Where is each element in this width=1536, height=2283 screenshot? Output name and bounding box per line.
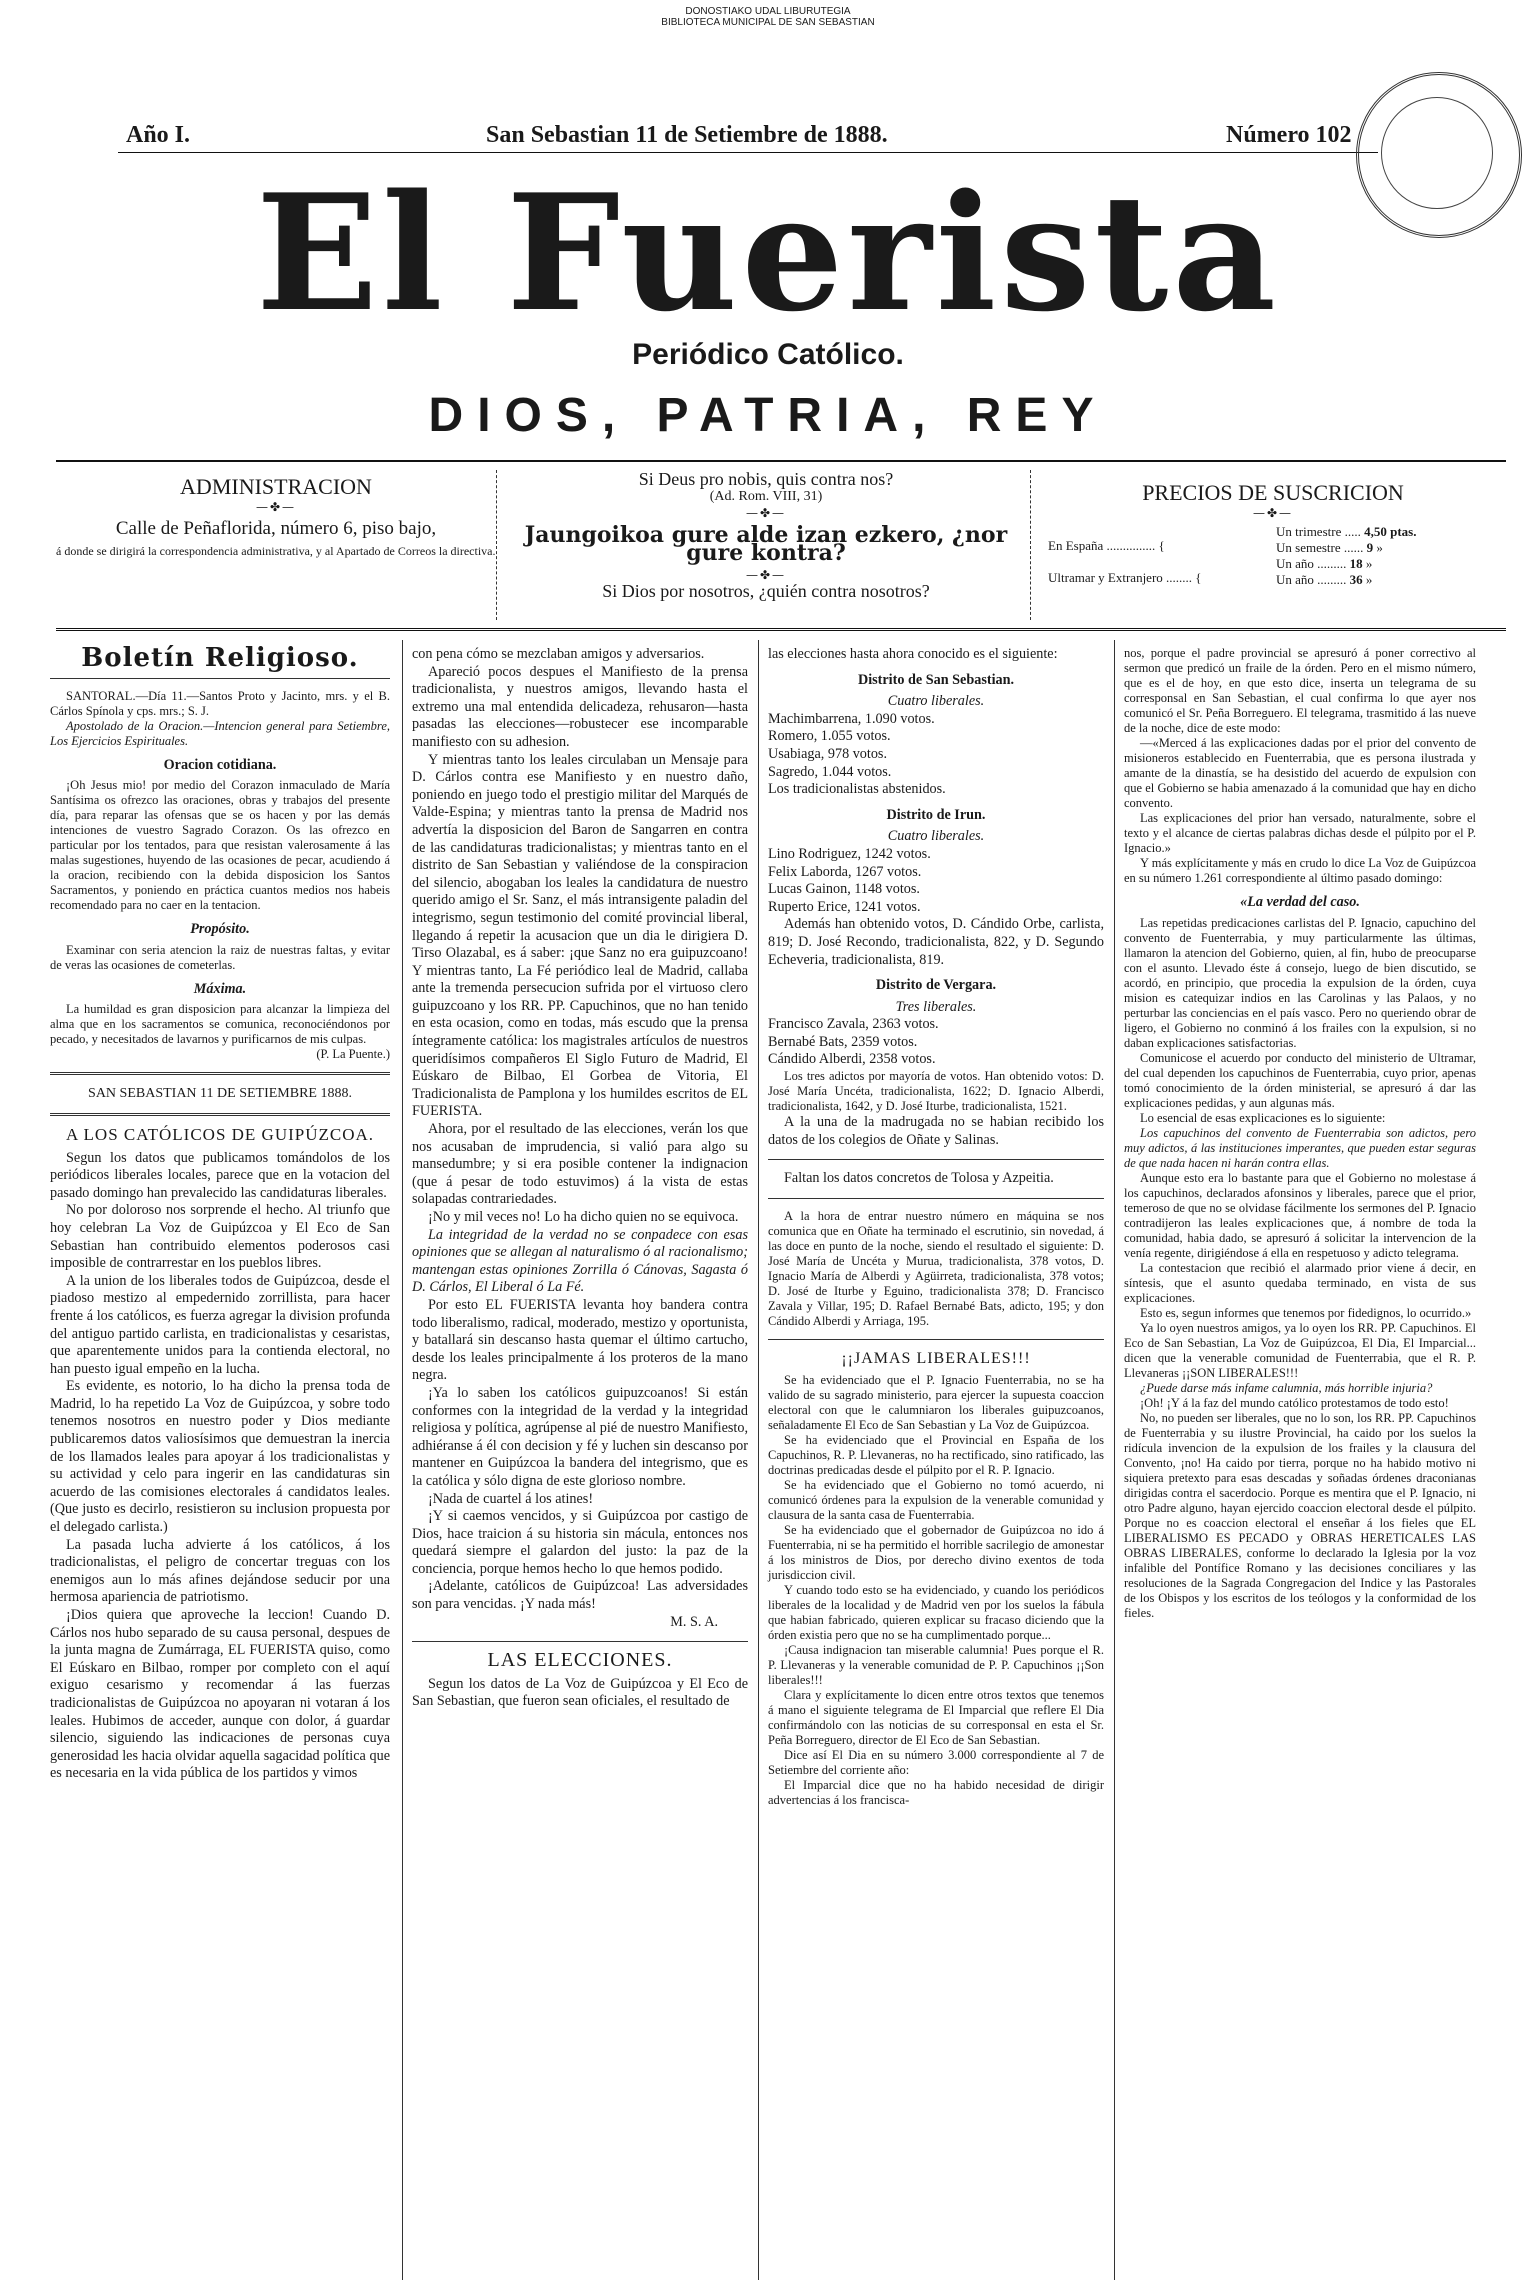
masthead-title: El Fuerista	[255, 159, 1281, 347]
paragraph: Clara y explícitamente lo dicen entre otros textos que tenemos á mano el siguiente telegrama de El Imparcial que reflere El Dia confirmándolo con las noticias de su corresponsal en esta el Sr. Peña Borreguero, director de El Eco de San Sebastian.	[768, 1688, 1104, 1748]
district-subtitle: Cuatro liberales.	[887, 693, 985, 710]
paragraph: No, no pueden ser liberales, que no lo son, los RR. PP. Capuchinos de Fuenterrabia y su ilustre Provincial, ha caido por los suelos la ridícula invencion de la expulsion de los frailes y la clausura del Convento, ¡no! Ha caido por tierra, porque no ha habido motivo ni siquiera pretexto para esas descadas y soñadas órdenes draconianas dirigidas contra el sacerdocio. Porque es mentira que el P. Ignacio, ni otro Padre alguno, hayan ejercido coaccion electoral desde el púlpito. Porque no es coaccion electoral el enseñar á los fieles que EL LIBERALISMO ES PECADO y OBRAS HERETICALES LAS OBRAS LIBERALES, conforme lo declarado la Iglesia por la voz infalible del Pontífice Romano y las decisiones conciliares y las resoluciones de la Sagrada Congregacion del Indice y las Pastorales de los Obispos y los escritos de los teólogos y la conformidad de los fieles.	[1124, 1410, 1476, 1620]
price-row: Un año ......... 36 »	[1276, 572, 1373, 587]
admin-note: á donde se dirigirá la correspondencia administrativa, y al Apartado de Correos la directiva.	[56, 544, 496, 558]
price-row: Un trimestre ..... 4,50 ptas.	[1276, 524, 1417, 539]
paragraph: Segun los datos que publicamos tomándolos de los periódicos liberales locales, parece que en la votacion del pasado domingo han prevalecido las candidaturas liberales.	[50, 1149, 390, 1201]
prices-table	[1276, 524, 1496, 588]
paragraph: Aunque esto era lo bastante para que el Gobierno no molestase á los capuchinos, declarados afonsinos y liberales, parece que el prior, temeroso de que no se olvidase fácilmente los sermones del P. Ignacio contradijeron las leales explicaciones que, á nombre de toda la comunidad, habia dado, se apresuró á solicitar la intervencion de la venía regente, dirigiéndose á ella en respetuoso y adicto telegrama.	[1124, 1170, 1476, 1260]
column-rule	[402, 640, 403, 2280]
paragraph: A la una de la madrugada no se habian recibido los datos de los colegios de Oñate y Salinas.	[768, 1114, 1104, 1148]
paragraph: No por doloroso nos sorprende el hecho. Al triunfo que hoy celebran La Voz de Guipúzcoa y El Eco de San Sebastian han contribuido elementos poderosos casi imposible de contrarrestar en los pueblos libres.	[50, 1202, 390, 1272]
maxima-text: La humildad es gran disposicion para alcanzar la limpieza del alma que en los sacramentos se comunica, reconociéndonos por pecado, y necesitados de lavarnos y purificarnos de mis culpas.	[50, 1002, 390, 1047]
elecciones-title: LAS ELECCIONES.	[487, 1649, 673, 1672]
paragraph: Apareció pocos despues el Manifiesto de la prensa tradicionalista, y nuestros amigos, llevando hasta el extremo una mal entendida delicadeza, rehusaron—hasta pasadas las elecciones—robustecer ese incomparable manifiesto con su adhesion.	[412, 663, 748, 750]
ornament: —✤—	[745, 506, 787, 520]
paragraph: Se ha evidenciado que el Provincial en España de los Capuchinos, R. P. Llevaneras, no ha rectificado, sino ratificado, las doctrinas predicadas desde el púlpito por el R. P. Ignacio.	[768, 1433, 1104, 1478]
library-line-1: DONOSTIAKO UDAL LIBURUTEGIA	[685, 6, 851, 17]
vote-line: Sagredo, 1.044 votos.	[768, 763, 892, 780]
vote-line: Lucas Gainon, 1148 votos.	[768, 881, 920, 898]
vote-line: Felix Laborda, 1267 votos.	[768, 863, 922, 880]
paragraph: Los tres adictos por mayoría de votos. Han obtenido votos: D. José María Uncéta, tradicionalista, 1622; D. Ignacio Alberdi, tradicionalista, 1642, y D. José Iturbe, tradicionalista, 1521.	[768, 1069, 1104, 1114]
paragraph: Se ha evidenciado que el gobernador de Guipúzcoa no ido á Fuenterrabia, ni se ha permitido el horrible sacrilegio de amonestar á los ministros de Dios, por derecho divino exentos de toda jurisdiccion civil.	[768, 1523, 1104, 1583]
paragraph: A la hora de entrar nuestro número en máquina se nos comunica que en Oñate ha terminado el escrutinio, sin novedad, á las doce en punto de la noche, siendo el resultado el siguiente: D. José María de Uncéta y Murua, tradicionalista, 378 votos, D. Ignacio María de Alberdi y Agüirreta, tradicionalista, 378 votos; D. José de Iturbe y Eguino, tradicionalista 378; D. Francisco Zavala y Villar, 195; D. Rafael Bernabé Bats, adicto, 195; y don Cándido Alberdi y Arriaga, 195.	[768, 1208, 1104, 1328]
paragraph: ¡Oh! ¡Y á la faz del mundo católico protestamos de todo esto!	[1140, 1395, 1449, 1410]
paragraph: —«Merced á las explicaciones dadas por el prior del convento de misioneros establecido en Fuenterrabia, que es persona ilustrada y amante de la dinastía, se ha desistido del acuerdo de expulsion con que el Gobierno se habia amenazado á la comunidad que hay en dicho convento.	[1124, 736, 1476, 810]
paragraph: Comunicose el acuerdo por conducto del ministerio de Ultramar, del cual dependen los capuchinos de Fuenterrabia, cuyo prior, apenas tomó conocimiento de la órden ministerial, se apresuró á dar las explicaciones pedidas, y aun algunas más.	[1124, 1050, 1476, 1110]
paragraph: las elecciones hasta ahora conocido es el siguiente:	[768, 646, 1058, 662]
vote-line: Ruperto Erice, 1241 votos.	[768, 898, 921, 915]
paragraph: Y mientras tanto los leales circulaban un Mensaje para D. Cárlos contra ese Manifiesto y en nuestro daño, poniendo en juego todo el prestigio militar del Marqués de Valde-Espina; y mientras tanto la prensa de Madrid nos advertía la disposicion del Baron de Sangarren en contra de las candidaturas tradicionalistas; y mientras tanto en el distrito de San Sebastian y valiéndose de la conspiracion del silencio, abogaban los leales la candidatura de nuestro querido amigo el Sr. Sanz, el más intransigente paladin del integrismo, segun testimonio del comité provincial liberal, llegando á repetir la acusacion que un dia le dirigiera D. Tirso Olazabal, es á saber: ¡que Sanz no era guipuzcoano! Y mientras tanto, La Fé periódico leal de Madrid, callaba ante la tremenda persecucion sufrida por el virtuoso clero guipuzcoano y los RR. PP. Capuchinos, que no han tenido en esta ocasion, como en todas, más escudo que la prensa íntegramente católica: los magistrales artículos de nuestros queridísimos compañeros El Siglo Futuro de Madrid, El Eúskaro de Bilbao, El Gorbea de Vitoria, El Tradicionalista de Pamplona y los humildes escritos de EL FUERISTA.	[412, 751, 748, 1120]
vote-line: Lino Rodriguez, 1242 votos.	[768, 845, 931, 862]
boxes-rule	[56, 628, 1506, 631]
ornament: —✤—	[255, 500, 297, 514]
paragraph: Y cuando todo esto se ha evidenciado, y cuando los periódicos liberales de la localidad y de Madrid ven por los suelos la fábula que habian fabricado, quieren explicar su fracaso diciendo que la órden existia pero que no se ha cumplimentado porque...	[768, 1583, 1104, 1643]
masthead-subtitle: Periódico Católico.	[632, 338, 904, 371]
paragraph: A la union de los liberales todos de Guipúzcoa, desde el piadoso mestizo al empedernido zorrillista, para hacer frente á los católicos, es fuerza agregar la division profunda del antiguo partido carlista, en tradicionalistas y cesaristas, que aparentemente unidos para la contienda electoral, no han puesto igual empeño en la lucha.	[50, 1272, 390, 1377]
paragraph: ¡Nada de cuartel á los atines!	[428, 1490, 594, 1507]
price-row: Un año ......... 18 »	[1276, 556, 1373, 571]
district-title: Distrito de San Sebastian.	[857, 671, 1015, 688]
jamas-title: ¡¡JAMAS LIBERALES!!!	[841, 1349, 1031, 1367]
paragraph: Esto es, segun informes que tenemos por fidedignos, lo ocurrido.»	[1140, 1305, 1472, 1320]
issue-year: Año I.	[126, 122, 191, 148]
oracion-title: Oracion cotidiana.	[163, 756, 277, 773]
header-rule	[118, 152, 1378, 153]
signature: M. S. A.	[670, 1613, 718, 1630]
paragraph: ¡Y si caemos vencidos, y si Guipúzcoa por castigo de Dios, hace traicion á su historia sin mácula, entonces nos quedará siempre el galardon del justo: la paz de la conciencia, porque hemos hecho lo que hemos podido.	[412, 1508, 748, 1577]
paragraph: Los capuchinos del convento de Fuenterrabia son adictos, pero muy adictos, á las instituciones imperantes, que pueden estar seguras de que nada hacen ni harán contra ellas.	[1124, 1125, 1476, 1170]
paragraph: La pasada lucha advierte á los católicos, á los tradicionalistas, el peligro de concertar treguas con los enemigos aun lo más afines dejándose seducir por una hermosa apariencia de patriotismo.	[50, 1536, 390, 1606]
paragraph: Además han obtenido votos, D. Cándido Orbe, carlista, 819; D. José Recondo, tradicionalista, 822, y D. Segundo Echeveria, tradicionalista, 819.	[768, 916, 1104, 968]
prices-spain: En España ............... {	[1048, 538, 1165, 553]
prices-foreign: Ultramar y Extranjero ........ {	[1048, 570, 1202, 585]
paragraph: Segun los datos de La Voz de Guipúzcoa y El Eco de San Sebastian, que fueron sean oficiales, el resultado de	[412, 1675, 748, 1710]
spanish-quote: Si Dios por nosotros, ¿quién contra nosotros?	[602, 581, 930, 601]
paragraph: Las repetidas predicaciones carlistas del P. Ignacio, capuchino del convento de Fuenterrabia, y muy particularmente las últimas, llamaron la atencion del Gobierno, quien, al fin, hubo de preocuparse con el asunto. Llevado éste á consejo, luego de bien discutido, se acordó, en principio, que procedia la expulsion de la órden, cuya mision es catequizar indios en las Carolinas y las Palaos, y no perturbar las conciencias en el país vasco. Pero no queriendo obrar de ligero, el Gobierno no conminó á los frailes con la expulsion, si no daban explicaciones satisfactorias.	[1124, 915, 1476, 1050]
maxima-title: Máxima.	[193, 980, 247, 997]
paragraph: ¡Dios quiera que aproveche la leccion! Cuando D. Cárlos nos hubo separado de su causa personal, despues de la junta magna de Zumárraga, EL FUERISTA quiso, como El Eúskaro en Bilbao, romper por completo con el aquí exiguo cesarismo y recomendar á las fuerzas tradicionalistas de Guipúzcoa no apoyaran ni votaran á los leales. Hubimos de acceder, aunque con dolor, á guardar silencio, siguiendo las indicaciones de personas cuya generosidad les hacia olvidar aquella sagacidad política que es necesaria en la vida pública de los partidos y vimos	[50, 1607, 390, 1782]
box-divider-2	[1030, 470, 1031, 620]
paragraph: Se ha evidenciado que el P. Ignacio Fuenterrabia, no se ha valido de su sagrado ministerio, para ejercer la supuesta coaccion electoral con que le calumniaron los liberales guipuzcoanos, señaladamente El Eco de San Sebastian y La Voz de Guipúzcoa.	[768, 1373, 1104, 1433]
admin-address: Calle de Peñaflorida, número 6, piso bajo,	[115, 518, 437, 539]
column-1	[50, 643, 390, 1783]
district-subtitle: Cuatro liberales.	[887, 828, 985, 845]
santoral: SANTORAL.—Día 11.—Santos Proto y Jacinto, mrs. y el B. Cárlos Spínola y cps. mrs.; S. J.	[50, 688, 390, 718]
column-rule	[1114, 640, 1115, 2280]
district-title: Distrito de Irun.	[886, 806, 986, 823]
paragraph: Ya lo oyen nuestros amigos, ya lo oyen los RR. PP. Capuchinos. El Eco de San Sebastian, La Voz de Guipúzcoa, El Dia, El Imparcial... dicen que la venerable comunidad de Fuenterrabia, que el R. P. Llevaneras ¡¡SON LIBERALES!!!	[1124, 1320, 1476, 1380]
paragraph: ¡Adelante, católicos de Guipúzcoa! Las adversidades son para vencidas. ¡Y nada más!	[412, 1578, 748, 1613]
vote-line: Bernabé Bats, 2359 votos.	[768, 1033, 918, 1050]
verdad-title: «La verdad del caso.	[1240, 894, 1360, 910]
paragraph: ¿Puede darse más infame calumnia, más horrible injuria?	[1140, 1380, 1433, 1395]
paragraph: Ahora, por el resultado de las elecciones, verán los que nos acusaban de imprudencia, si valió para algo su mansedumbre; y si era posible contener la indignacion (que á pesar de todo estuvimos) á la vista de estas solapadas contrariedades.	[412, 1121, 748, 1208]
library-stamp	[0, 6, 1536, 28]
library-line-2: BIBLIOTECA MUNICIPAL DE SAN SEBASTIAN	[661, 17, 875, 28]
vote-line: Romero, 1.055 votos.	[768, 728, 891, 745]
paragraph: Dice así El Dia en su número 3.000 correspondiente al 7 de Setiembre del corriente año:	[768, 1748, 1104, 1778]
article-heading: A LOS CATÓLICOS DE GUIPÚZCOA.	[65, 1124, 375, 1144]
paragraph: ¡No y mil veces no! Lo ha dicho quien no se equivoca.	[428, 1209, 739, 1225]
proposito-text: Examinar con seria atencion la raiz de nuestras faltas, y evitar de veras las ocasiones de cometerlas.	[50, 942, 390, 972]
latin-quote: Si Deus pro nobis, quis contra nos?	[638, 469, 894, 489]
paragraph: La integridad de la verdad no se conpadece con esas opiniones que se allegan al naturalismo ó al racionalismo; mantengan estas opiniones Zorrilla ó Cánovas, Sagasta ó D. Cárlos, El Liberal ó La Fé.	[412, 1226, 748, 1296]
basque-quote: Jaungoikoa gure alde izan ezkero, ¿nor gure kontra?	[524, 522, 1008, 566]
paragraph: El Imparcial dice que no ha habido necesidad de dirigir advertencias á los francisca-	[768, 1778, 1104, 1808]
column-4	[1124, 646, 1476, 1621]
maxima-source: (P. La Puente.)	[316, 1047, 390, 1062]
paragraph: ¡Ya lo saben los católicos guipuzcoanos! Si están conformes con la integridad de la verdad y la integridad religiosa y política, agrúpense al pié de nuestro Manifiesto, adhiéranse á él con decision y fé y luchen sin descanso por mantener en Guipúzcoa la bandera del integrismo, que es la católica y sólo digna de este glorioso nombre.	[412, 1384, 748, 1489]
prices-title: PRECIOS DE SUSCRICION	[1142, 480, 1404, 505]
paragraph: ¡Causa indignacion tan miserable calumnia! Pues porque el R. P. Llevaneras y la venerable comunidad de P. P. Capuchinos ¡¡Son liberales!!!	[768, 1643, 1104, 1688]
oracion-text: ¡Oh Jesus mio! por medio del Corazon inmaculado de María Santísima os ofrezco las oraciones, obras y trabajos del presente día, para reparar las ofensas que se os hacen y por las demás intenciones de vuestro Sagrado Corazon. Os las ofrezco en particular por los tentados, para que resistan valerosamente á las malas sugestiones, huyendo de las ocasiones de pecar, acudiendo á la oracion, recibiendo con la debida disposicion los Santos Sacramentos, y poniendo en práctica cuantos medios nos habeis recomendado para no caer en la tentacion.	[50, 778, 390, 913]
vote-line: Machimbarrena, 1.090 votos.	[768, 710, 935, 727]
ornament: —✤—	[745, 568, 787, 582]
vote-line: Francisco Zavala, 2363 votos.	[768, 1016, 939, 1033]
vote-line: Los tradicionalistas abstenidos.	[768, 781, 946, 798]
proposito-title: Propósito.	[190, 921, 250, 938]
paragraph: Las explicaciones del prior han versado, naturalmente, sobre el texto y el alcance de ciertas palabras dichas desde el púlpito por el P. Ignacio.»	[1124, 811, 1476, 855]
paragraph: La contestacion que recibió el alarmado prior viene á decir, en síntesis, que el asunto quedaba terminado, en vista de sus explicaciones.	[1124, 1260, 1476, 1305]
paragraph: con pena cómo se mezclaban amigos y adversarios.	[412, 646, 705, 662]
masthead-motto: DIOS, PATRIA, REY	[428, 389, 1108, 442]
box-divider-1	[496, 470, 497, 620]
paragraph: nos, porque el padre provincial se apresuró á poner correctivo al sermon que predicó un fraile de la órden. Pero en el mismo número, que es el de hoy, en que esto dice, inserta un telegrama de su corresponsal en San Sebastian, el cual confirma lo que ayer nos comunicó el Sr. Peña Borreguero. El telegrama, trasmitido á las nueve de la noche, dice de este modo:	[1124, 646, 1476, 735]
issue-date: San Sebastian 11 de Setiembre de 1888.	[486, 122, 888, 148]
admin-box	[56, 474, 496, 558]
header-line	[126, 122, 1416, 152]
issue-number: Número 102	[1226, 122, 1352, 148]
masthead-rule	[56, 460, 1506, 462]
paragraph: Lo esencial de esas explicaciones es lo siguiente:	[1140, 1110, 1386, 1125]
apostolado: Apostolado de la Oracion.—Intencion general para Setiembre, Los Ejercicios Espirituales.	[50, 718, 390, 748]
district-subtitle: Tres liberales.	[895, 998, 977, 1015]
motto-box	[506, 470, 1026, 600]
district-title: Distrito de Vergara.	[875, 977, 997, 994]
column-rule	[758, 640, 759, 2280]
paragraph: Es evidente, es notorio, lo ha dicho la prensa toda de Madrid, lo ha repetido La Voz de Guipúzcoa, y sobre todo tenemos nosotros en nuestro poder y Dios mediante publicaremos datos valiosísimos que demuestran la inercia de los llamados leales para apoyar á los tradicionalistas y su actividad y celo para ingerir en las candidaturas sin acuerdo de las comisiones electorales á candidatos leales. (Que justo es decirlo, resistieron su inclusion propuesta por el delegado carlista.)	[50, 1378, 390, 1536]
paragraph: Por esto EL FUERISTA levanta hoy bandera contra todo liberalismo, radical, moderado, mestizo y oportunista, y batallará sin descanso hasta quemar el último cartucho, desde los leales principalmente á los proteros de la mano negra.	[412, 1296, 748, 1384]
dateline: SAN SEBASTIAN 11 DE SETIEMBRE 1888.	[88, 1086, 352, 1102]
ornament: —✤—	[1252, 506, 1294, 520]
admin-title: ADMINISTRACION	[180, 474, 372, 499]
latin-ref: (Ad. Rom. VIII, 31)	[709, 489, 823, 504]
column-3	[768, 646, 1104, 1808]
paragraph: Faltan los datos concretos de Tolosa y Azpeitia.	[784, 1170, 1054, 1187]
paragraph: Se ha evidenciado que el Gobierno no tomó acuerdo, ni comunicó órdenes para la expulsion de la venerable comunidad y clausura de la santa casa de Fuenterrabia.	[768, 1478, 1104, 1523]
prices-box	[1040, 480, 1506, 594]
vote-line: Usabiaga, 978 votos.	[768, 745, 888, 762]
column-2	[412, 646, 748, 1711]
boletin-title: Boletín Religioso.	[81, 643, 359, 673]
vote-line: Cándido Alberdi, 2358 votos.	[768, 1051, 936, 1068]
paragraph: Y más explícitamente y más en crudo lo dice La Voz de Guipúzcoa en su número 1.261 correspondiente al último pasado domingo:	[1124, 856, 1476, 885]
price-row: Un semestre ...... 9 »	[1276, 540, 1383, 555]
